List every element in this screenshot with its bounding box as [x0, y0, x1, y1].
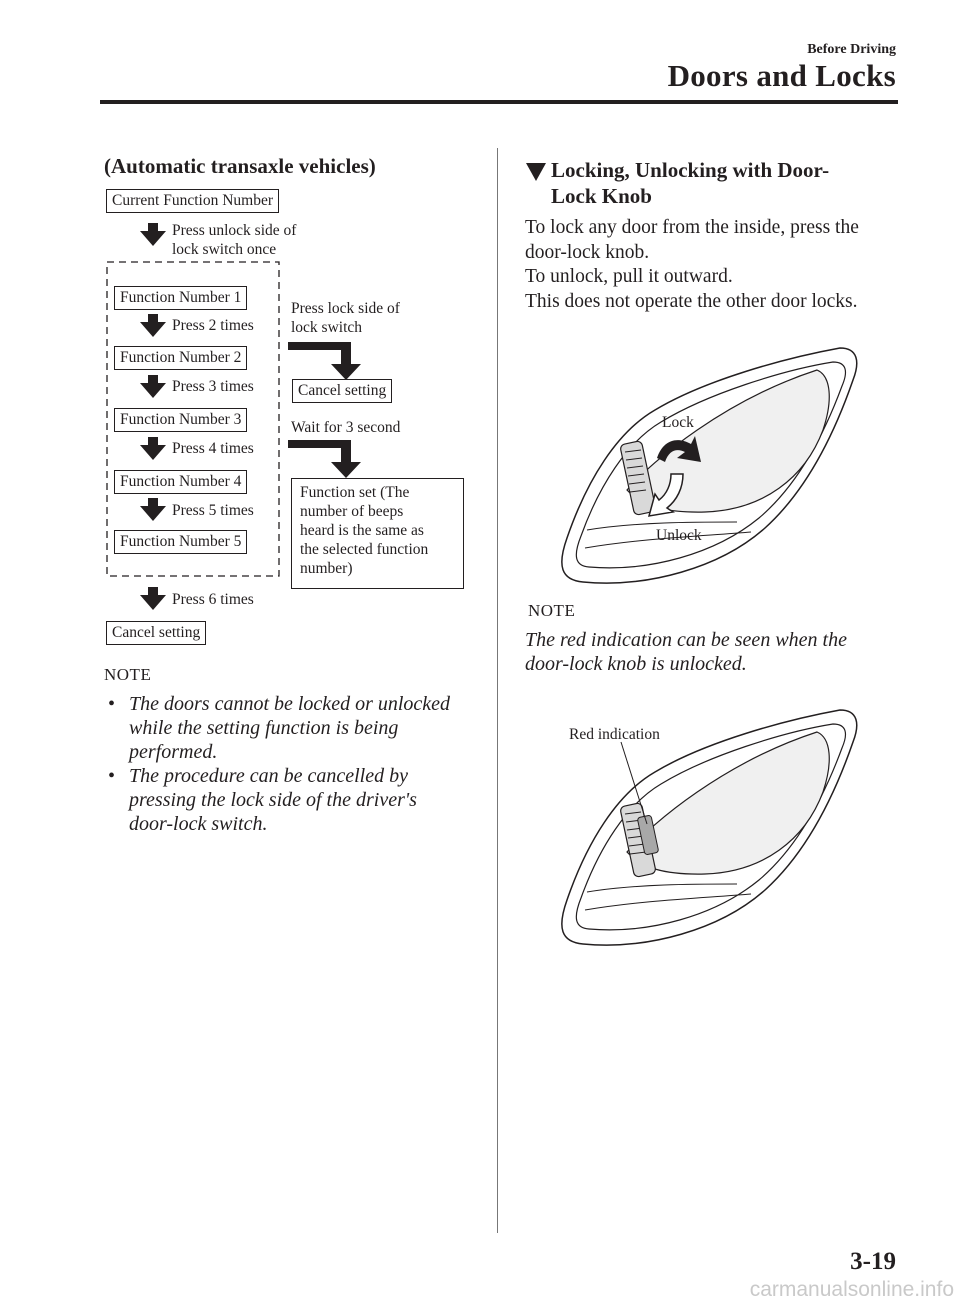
function-number-1-box: Function Number 1 — [114, 286, 247, 310]
page-title: Doors and Locks — [667, 58, 896, 93]
note-text-right: The red indication can be seen when the door-lock knob is unlocked. — [525, 629, 847, 675]
door-lock-knob-figure — [555, 340, 875, 590]
header-rule — [100, 100, 898, 104]
bent-arrow-icon — [288, 440, 361, 478]
lock-label: Lock — [662, 414, 694, 431]
function-number-2-box: Function Number 2 — [114, 346, 247, 370]
down-arrow-icon — [140, 223, 166, 246]
down-arrow-icon — [140, 314, 166, 337]
function-number-3-box: Function Number 3 — [114, 408, 247, 432]
column-divider — [497, 148, 498, 1233]
page-number: 3-19 — [850, 1248, 896, 1275]
section-triangle-icon — [525, 162, 547, 182]
down-arrow-icon — [140, 498, 166, 521]
bullet-icon: • — [108, 693, 116, 715]
press-3-label: Press 3 times — [172, 378, 254, 395]
wait-label: Wait for 3 second — [291, 419, 401, 436]
down-arrow-icon — [140, 375, 166, 398]
press-2-label: Press 2 times — [172, 317, 254, 334]
current-function-box: Current Function Number — [106, 189, 279, 213]
cancel-setting-box-right: Cancel setting — [292, 379, 392, 403]
press-4-label: Press 4 times — [172, 440, 254, 457]
note-label-right: NOTE — [528, 601, 576, 620]
function-set-box: Function set (The number of beeps heard is the same as the selected function number) — [291, 478, 464, 589]
press-5-label: Press 5 times — [172, 502, 254, 519]
down-arrow-icon — [140, 587, 166, 610]
body-paragraph: To lock any door from the inside, press the door-lock knob. To unlock, pull it outward. This does not operate the other door locks. — [525, 217, 859, 312]
function-number-4-box: Function Number 4 — [114, 470, 247, 494]
unlock-once-label: Press unlock side of lock switch once — [172, 222, 297, 258]
section-heading: (Automatic transaxle vehicles) — [104, 154, 376, 178]
cancel-setting-box: Cancel setting — [106, 621, 206, 645]
lock-side-label: Press lock side of lock switch — [291, 300, 400, 336]
function-number-5-box: Function Number 5 — [114, 530, 247, 554]
down-arrow-icon — [140, 437, 166, 460]
bent-arrow-icon — [288, 342, 361, 380]
bullet-icon: • — [108, 765, 116, 787]
press-6-label: Press 6 times — [172, 591, 254, 608]
red-indication-label: Red indication — [569, 726, 660, 743]
section-label: Before Driving — [807, 42, 896, 57]
note-item: • The doors cannot be locked or unlocked while the setting function is being performed. • The procedure can be cancelled by pressing the lock side of the driver's door-lock switch. — [108, 693, 451, 835]
watermark: carmanualsonline.info — [749, 1278, 954, 1301]
note-label: NOTE — [104, 665, 152, 684]
unlock-label: Unlock — [656, 527, 702, 544]
subsection-heading: Locking, Unlocking with Door- Lock Knob — [551, 158, 830, 208]
